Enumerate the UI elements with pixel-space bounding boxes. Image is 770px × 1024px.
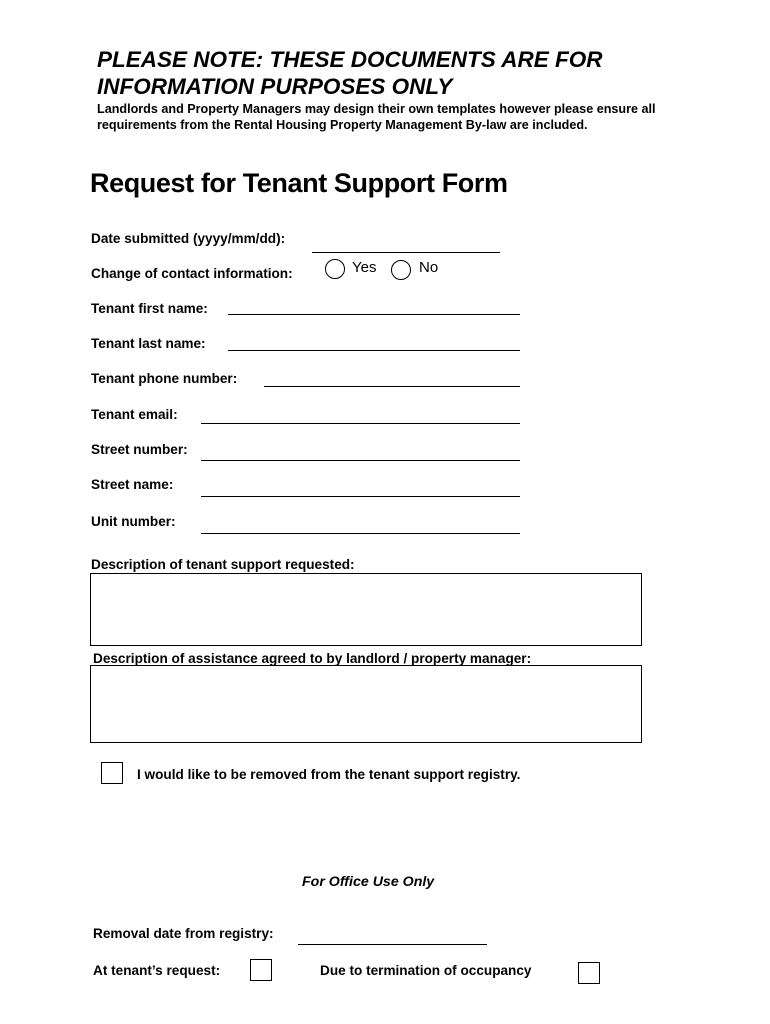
first-name-label: Tenant first name: bbox=[91, 301, 208, 316]
street-name-label: Street name: bbox=[91, 477, 174, 492]
support-description-label: Description of tenant support requested: bbox=[91, 557, 355, 572]
street-number-label: Street number: bbox=[91, 442, 188, 457]
yes-label: Yes bbox=[352, 259, 377, 276]
no-radio[interactable] bbox=[391, 260, 411, 280]
street-name-field[interactable] bbox=[201, 496, 520, 497]
email-field[interactable] bbox=[201, 423, 520, 424]
remove-registry-checkbox[interactable] bbox=[101, 762, 123, 784]
unit-number-field[interactable] bbox=[201, 533, 520, 534]
last-name-label: Tenant last name: bbox=[91, 336, 206, 351]
termination-checkbox[interactable] bbox=[578, 962, 600, 984]
support-description-box[interactable] bbox=[90, 573, 642, 646]
removal-date-field[interactable] bbox=[298, 944, 487, 945]
street-number-field[interactable] bbox=[201, 460, 520, 461]
date-submitted-field[interactable] bbox=[312, 252, 500, 253]
termination-label: Due to termination of occupancy bbox=[320, 963, 532, 978]
yes-radio[interactable] bbox=[325, 259, 345, 279]
first-name-field[interactable] bbox=[228, 314, 520, 315]
tenant-request-checkbox[interactable] bbox=[250, 959, 272, 981]
notice-title: PLEASE NOTE: THESE DOCUMENTS ARE FOR INFORMATION PURPOSES ONLY bbox=[97, 47, 603, 99]
office-use-heading: For Office Use Only bbox=[302, 874, 435, 890]
unit-number-label: Unit number: bbox=[91, 514, 176, 529]
form-title: Request for Tenant Support Form bbox=[90, 168, 508, 198]
date-submitted-label: Date submitted (yyyy/mm/dd): bbox=[91, 231, 286, 246]
change-contact-label: Change of contact information: bbox=[91, 266, 293, 281]
email-label: Tenant email: bbox=[91, 407, 178, 422]
assistance-description-label: Description of assistance agreed to by landlord / property manager: bbox=[93, 651, 532, 666]
phone-label: Tenant phone number: bbox=[91, 371, 238, 386]
remove-registry-label: I would like to be removed from the tenant support registry. bbox=[137, 767, 521, 782]
notice-body: Landlords and Property Managers may design their own templates however please ensure all requirements from the Rental Housing Property Management By-law are included. bbox=[97, 102, 656, 133]
last-name-field[interactable] bbox=[228, 350, 520, 351]
tenant-request-label: At tenant’s request: bbox=[93, 963, 221, 978]
phone-field[interactable] bbox=[264, 386, 520, 387]
no-label: No bbox=[419, 259, 439, 276]
removal-date-label: Removal date from registry: bbox=[93, 926, 274, 941]
assistance-description-box[interactable] bbox=[90, 665, 642, 743]
